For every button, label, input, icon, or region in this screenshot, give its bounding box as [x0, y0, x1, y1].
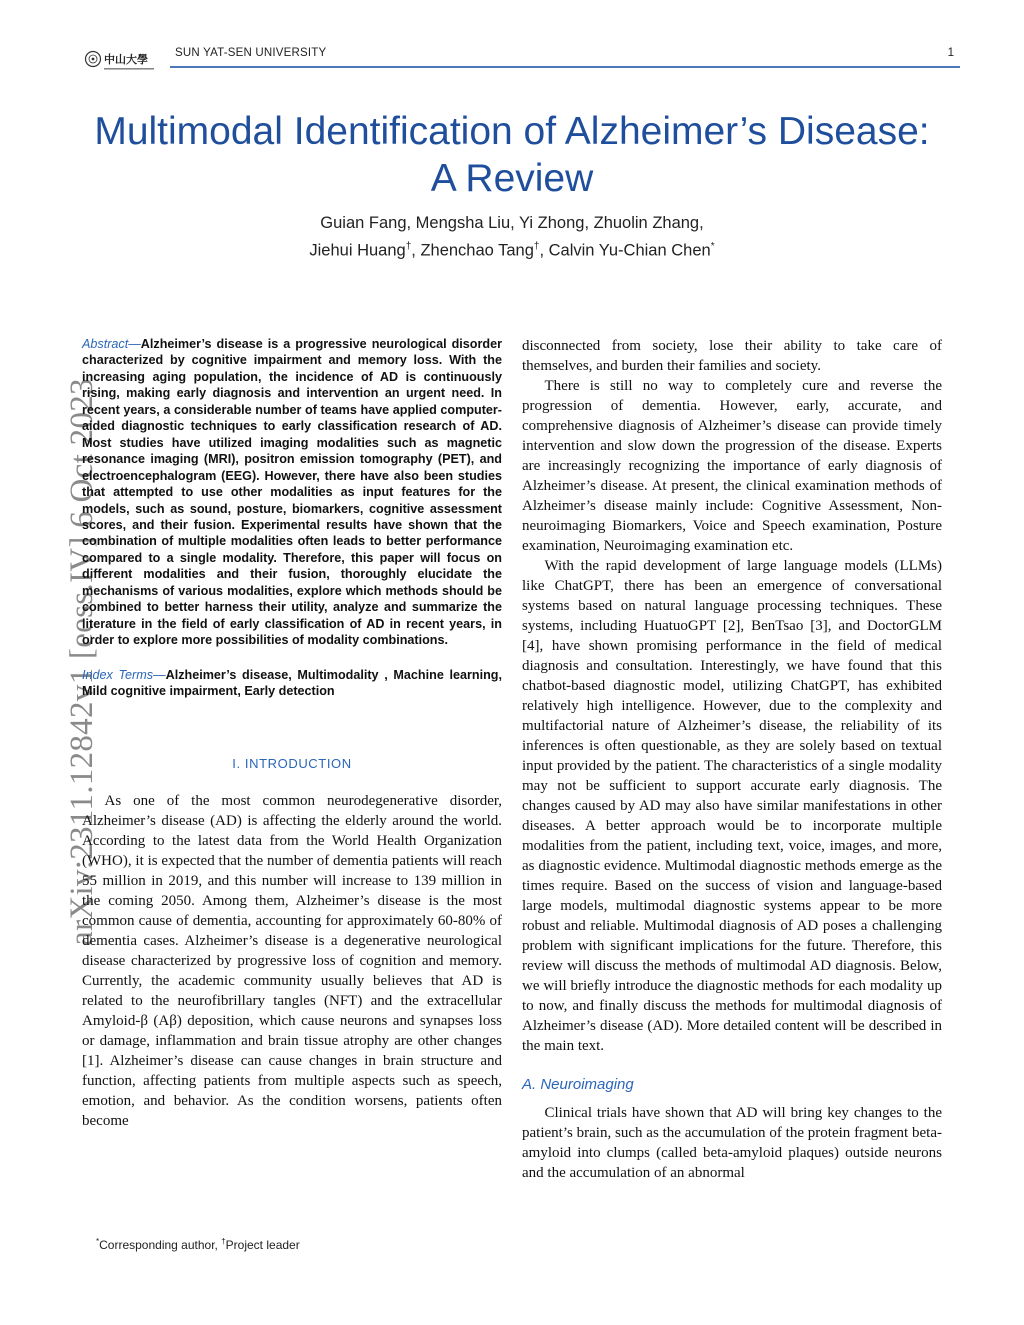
running-header-university: SUN YAT-SEN UNIVERSITY	[175, 47, 327, 59]
section-heading-introduction: I. INTRODUCTION	[232, 755, 352, 771]
left-column	[82, 336, 502, 1131]
university-logo	[84, 47, 158, 75]
abstract-text: Alzheimer’s disease is a progressive neurological disorder characterized by cognitive impairment and memory loss. With the increasing aging population, the incidence of AD is continuously rising, making early diagnosis and intervention an urgent need. In recent years, a considerable number of teams have applied computer-aided diagnostic techniques to early classification research of AD. Most studies have utilized imaging modalities such as magnetic resonance imaging (MRI), positron emission tomography (PET), and electroencephalogram (EEG). However, there have also been studies that attempted to use other modalities as input features for the models, such as sound, posture, biomarkers, cognitive assessment scores, and their fusion. Experimental results have shown that the combination of multiple modalities often leads to better performance compared to a single modality. Therefore, this paper will focus on different modalities and their fusion, thoroughly elucidate the mechanisms of various modalities, explore which methods should be combined to better harness their utility, analyze and summarize the literature in the field of early classification of AD in recent years, in order to explore more possibilities of modality combinations.	[82, 337, 502, 648]
neuroimaging-paragraph-1: Clinical trials have shown that AD will bring key changes to the patient’s brain, such as the accumulation of the protein fragment beta-amyloid into clumps (called beta-amyloid plaques) outside neurons and the accumulation of an abnormal	[522, 1105, 942, 1181]
dagger-mark: †	[533, 241, 540, 252]
footnote-dagger: †	[221, 1237, 226, 1246]
footnote	[96, 1237, 300, 1252]
arxiv-identifier: arXiv:2311.12842v1 [eess.IV] 6 Oct 2023	[64, 378, 100, 946]
authors-line-1: Guian Fang, Mengsha Liu, Yi Zhong, Zhuolin Zhang,	[320, 214, 704, 232]
star-mark: *	[710, 241, 715, 252]
subsection-heading-neuroimaging: A. Neuroimaging	[522, 1076, 634, 1093]
introduction-body	[82, 791, 502, 1131]
page-number: 1	[947, 47, 954, 59]
footnote-star: *	[96, 1237, 100, 1246]
author-chen: , Calvin Yu-Chian Chen	[539, 241, 711, 260]
abstract	[82, 336, 502, 649]
title-line-2: A Review	[430, 157, 594, 200]
index-terms	[82, 667, 502, 700]
paper-title	[40, 108, 984, 202]
index-terms-label: Index Terms—	[82, 667, 166, 682]
title-line-1: Multimodal Identification of Alzheimer’s Disease:	[94, 110, 930, 153]
logo-text: 中山大學	[104, 53, 148, 66]
intro-paragraph-1: As one of the most common neurodegenerative disorder, Alzheimer’s disease (AD) is affecting the elderly around the world. According to the latest data from the World Health Organization (WHO), it is expected that the number of dementia patients will reach 55 million in 2019, and this number will increase to 139 million in the coming 2050. Among them, Alzheimer’s disease is the most common cause of dementia, accounting for approximately 60-80% of dementia cases. Alzheimer’s disease is a degenerative neurological disease characterized by progressive loss of cognition and memory. Currently, the academic community usually believes that AD is related to the neurofibrillary tangles (NFT) and the extracellular Amyloid-β (Aβ) deposition, which cause neurons and synapses loss or damage, inflammation and brain tissue atrophy are other changes [1]. Alzheimer’s disease can cause changes in brain structure and function, affecting patients from multiple aspects such as speech, emotion, and behavior. As the condition worsens, patients often become	[82, 792, 502, 1129]
footnote-project-leader: Project leader	[225, 1238, 300, 1252]
header-rule	[170, 66, 960, 68]
intro-paragraph-continued: disconnected from society, lose their ability to take care of themselves, and burden their families and society.	[522, 338, 942, 374]
author-tang: , Zhenchao Tang	[411, 241, 534, 260]
dagger-mark: †	[405, 241, 412, 252]
index-terms-text: Alzheimer’s disease, Multimodality , Machine learning, Mild cognitive impairment, Early detection	[82, 667, 502, 699]
intro-paragraph-2: There is still no way to completely cure and reverse the progression of dementia. However, early, accurate, and comprehensive diagnosis of Alzheimer’s disease can provide timely intervention and slow down the progression of the disease. Experts are increasingly recognizing the importance of early diagnosis of Alzheimer’s disease. At present, the clinical examination methods of Alzheimer’s disease mainly include: Cognitive Assessment, Non-neuroimaging Biomarkers, Voice and Speech examination, Posture examination, Neuroimaging examination etc.	[522, 378, 942, 554]
author-list	[80, 212, 944, 263]
right-column-body	[522, 336, 942, 1056]
intro-paragraph-3: With the rapid development of large language models (LLMs) like ChatGPT, there has been an emergence of conversational systems based on natural language processing techniques. These systems, including HuatuoGPT [2], BenTsao [3], and DoctorGLM [4], have shown promising performance in the field of medical diagnosis and consultation. Interestingly, we have found that this chatbot-based diagnostic model, utilizing ChatGPT, has exhibited relatively high intelligence. However, due to the complexity and multifactorial nature of Alzheimer’s disease, the reliability of its inferences is often questionable, as they are solely based on textual input provided by the patient. The characteristics of a single modality may not be sufficient to support accurate early diagnosis. The changes caused by AD may also have similar manifestations in other diseases. A better approach would be to incorporate multiple modalities from the patient, including text, voice, images, and more, as diagnostic evidence. Multimodal diagnostic methods emerge as the times require. Based on the success of vision and language-based large models, multimodal diagnostic systems appear to be more robust and reliable. Multimodal diagnosis of AD poses a challenging problem with significant implications for the future. Therefore, this review will discuss the methods of multimodal AD diagnosis. Below, we will briefly introduce the diagnostic methods for each modality up to now, and finally discuss the methods for multimodal diagnosis of Alzheimer’s disease (AD). More detailed content will be described in the main text.	[522, 558, 942, 1054]
neuroimaging-body	[522, 1103, 942, 1183]
footnote-corresponding: Corresponding author,	[99, 1238, 222, 1252]
right-column	[522, 336, 942, 1183]
arxiv-stamp	[18, 362, 100, 962]
authors-line-2	[80, 235, 944, 263]
abstract-label: Abstract—	[82, 337, 141, 351]
author-huang: Jiehui Huang	[309, 241, 406, 260]
